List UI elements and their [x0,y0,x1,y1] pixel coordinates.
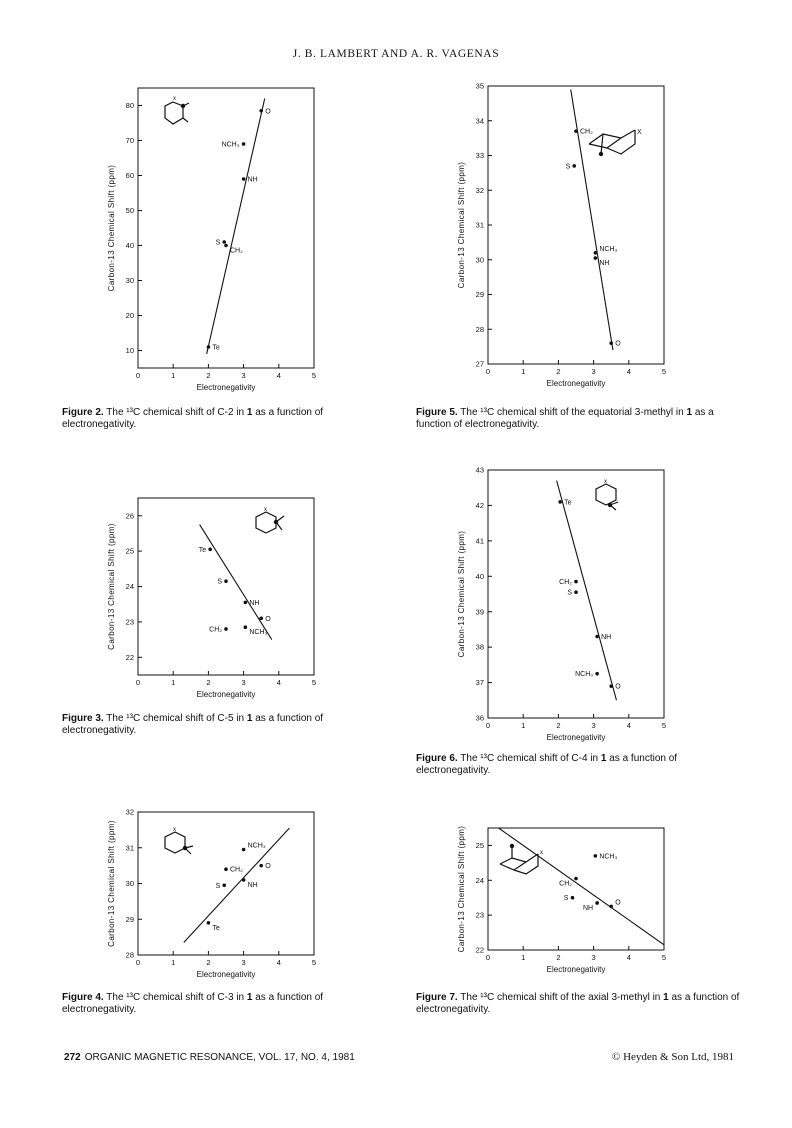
x-tick-label: 5 [661,721,667,730]
data-point [574,129,578,133]
point-label: NCH₃ [599,853,618,861]
point-label: CH₂ [209,626,222,634]
data-point [572,164,576,168]
figure-4-chart [105,804,335,984]
svg-text:x: x [604,479,607,485]
data-point [574,877,578,881]
point-label: O [615,899,621,907]
data-point [571,896,575,900]
data-point [259,617,263,621]
data-point [558,500,562,504]
x-tick-label: 4 [626,721,631,730]
figure-7-caption: Figure 7. The ¹³C chemical shift of the axial 3-methyl in 1 as a function of electronegativity. [416,992,740,1015]
structure-diagram [256,507,284,533]
x-axis-label: Electronegativity [196,383,256,392]
figure-2-chart [105,80,335,400]
journal-citation: ORGANIC MAGNETIC RESONANCE, VOL. 17, NO. 4, 1981 [84,1052,355,1063]
y-tick-label: 27 [475,359,484,369]
y-axis-label: Carbon-13 Chemical Shift (ppm) [457,825,466,953]
point-label: O [265,615,271,623]
x-tick-label: 5 [311,958,317,967]
y-tick-label: 10 [125,346,134,356]
x-axis-label: Electronegativity [546,965,606,974]
y-axis-label: Carbon-13 Chemical Shift (ppm) [457,161,466,289]
point-label: O [615,683,621,691]
y-axis-label: Carbon-13 Chemical Shift (ppm) [107,820,116,947]
data-point [594,854,598,858]
y-tick-label: 70 [125,136,134,146]
plot-frame [488,86,664,364]
x-axis-label: Electronegativity [546,733,606,742]
data-point [259,109,263,113]
data-point [222,883,226,887]
structure-diagram [165,827,193,854]
x-tick-label: 1 [521,367,526,376]
y-axis-label: Carbon-13 Chemical Shift (ppm) [107,164,116,292]
plot-frame [488,828,664,950]
data-point [574,580,578,584]
figure-6-chart [455,462,685,747]
point-label: CH₂ [230,866,243,874]
data-point [242,177,246,181]
figure-5-caption: Figure 5. The ¹³C chemical shift of the equatorial 3-methyl in 1 as a function of electronegativity. [416,407,714,430]
x-tick-label: 0 [485,721,491,730]
x-tick-label: 3 [591,721,596,730]
data-point [609,341,613,345]
x-tick-label: 2 [556,367,561,376]
fit-line [200,525,272,640]
data-point [224,579,228,583]
point-label: CH₂ [230,247,243,255]
figure-3-chart [105,490,335,705]
x-tick-label: 1 [171,678,176,687]
point-label: S [217,578,222,586]
x-tick-label: 2 [556,953,561,962]
y-tick-label: 39 [475,607,484,617]
y-tick-label: 40 [125,241,134,251]
structure-diagram [589,129,642,156]
y-tick-label: 60 [125,171,134,181]
y-tick-label: 36 [475,713,484,723]
figure-7-chart [455,820,685,985]
y-tick-label: 20 [125,311,134,321]
y-tick-label: 25 [475,841,484,851]
structure-diagram [500,844,543,874]
x-tick-label: 0 [485,953,491,962]
point-label: S [215,882,221,890]
x-tick-label: 0 [135,371,141,380]
point-label: CH₂ [559,579,572,587]
y-tick-label: 25 [125,546,134,556]
point-label: S [567,589,572,597]
y-tick-label: 28 [125,950,134,960]
data-point [609,905,613,909]
structure-diagram [165,96,189,124]
point-label: O [265,863,271,871]
x-tick-label: 0 [135,958,141,967]
data-point [609,684,613,688]
page-number: 272 [64,1052,81,1063]
svg-text:X: X [637,129,642,136]
data-point [594,256,598,260]
data-point [595,901,599,905]
y-tick-label: 23 [475,910,484,920]
x-tick-label: 4 [276,958,281,967]
y-tick-label: 37 [475,678,484,688]
x-tick-label: 5 [661,953,667,962]
data-point [222,240,226,244]
fit-line [184,828,290,942]
point-label: CH₂ [559,880,572,888]
point-label: NCH₃ [247,842,266,850]
point-label: S [215,239,221,247]
structure-diagram [596,479,618,510]
y-tick-label: 42 [475,501,484,511]
x-tick-label: 0 [135,678,141,687]
figure-6-caption: Figure 6. The ¹³C chemical shift of C-4 in 1 as a function of electronegativity. [416,753,678,776]
x-tick-label: 5 [311,371,317,380]
footer-copyright: © Heyden & Son Ltd, 1981 [611,1051,734,1063]
x-tick-label: 3 [591,367,596,376]
y-tick-label: 31 [125,843,134,853]
x-tick-label: 2 [206,371,211,380]
y-tick-label: 23 [125,617,134,627]
point-label: Te [212,344,220,352]
point-label: NH [247,176,258,184]
x-tick-label: 0 [485,367,491,376]
figure-2-caption: Figure 2. The ¹³C chemical shift of C-2 in 1 as a function of electronegativity. [62,407,324,430]
data-point [224,867,228,871]
point-label: NCH₃ [249,629,268,637]
svg-text:x: x [173,96,176,102]
figure-4-caption: Figure 4. The ¹³C chemical shift of C-3 in 1 as a function of electronegativity. [62,992,324,1015]
plot-frame [138,88,314,368]
point-label: NCH₃ [221,141,240,149]
data-point [242,142,246,146]
y-tick-label: 22 [475,945,484,955]
x-axis-label: Electronegativity [196,690,256,699]
x-tick-label: 4 [276,678,281,687]
point-label: NH [249,599,260,607]
data-point [244,625,248,629]
y-tick-label: 35 [475,81,484,91]
x-tick-label: 3 [591,953,596,962]
x-tick-label: 1 [521,721,526,730]
point-label: CH₂ [580,128,593,136]
running-head: J. B. LAMBERT AND A. R. VAGENAS [292,48,500,60]
x-tick-label: 4 [626,367,631,376]
x-axis-label: Electronegativity [546,379,606,388]
data-point [207,345,211,349]
x-tick-label: 2 [206,678,211,687]
data-point [259,864,263,868]
x-tick-label: 3 [241,371,246,380]
y-tick-label: 26 [125,511,134,521]
y-tick-label: 38 [475,642,484,652]
x-tick-label: 2 [206,958,211,967]
data-point [594,251,598,255]
point-label: NH [582,904,594,912]
point-label: S [565,163,571,171]
x-tick-label: 2 [556,721,561,730]
y-tick-label: 24 [475,875,484,885]
y-tick-label: 40 [475,571,484,581]
x-tick-label: 3 [241,958,246,967]
x-tick-label: 1 [171,371,176,380]
y-tick-label: 28 [475,324,484,334]
svg-text:x: x [540,850,543,856]
y-tick-label: 30 [475,255,484,265]
y-tick-label: 33 [475,151,484,161]
fit-line [557,481,617,701]
x-tick-label: 1 [521,953,526,962]
y-tick-label: 31 [475,220,484,230]
x-tick-label: 4 [276,371,281,380]
y-axis-label: Carbon-13 Chemical Shift (ppm) [107,523,116,650]
point-label: NCH₃ [599,245,618,253]
y-tick-label: 30 [125,879,134,889]
footer-journal [64,1052,355,1063]
point-label: Te [212,924,220,932]
point-label: O [265,108,271,116]
y-tick-label: 50 [125,206,134,216]
point-label: NCH₃ [575,671,594,679]
y-tick-label: 43 [475,465,484,475]
data-point [208,548,212,552]
svg-text:x: x [264,507,267,513]
data-point [242,848,246,852]
x-tick-label: 3 [241,678,246,687]
fit-line [207,99,265,355]
point-label: NH [247,881,258,889]
y-tick-label: 32 [475,185,484,195]
data-point [595,672,599,676]
point-label: NH [601,634,612,642]
x-tick-label: 5 [311,678,317,687]
data-point [242,878,246,882]
y-tick-label: 29 [125,914,134,924]
figure-3-caption: Figure 3. The ¹³C chemical shift of C-5 in 1 as a function of electronegativity. [62,713,324,736]
data-point [574,590,578,594]
data-point [207,921,211,925]
data-point [224,244,228,248]
data-point [224,627,228,631]
data-point [244,601,248,605]
x-tick-label: 4 [626,953,631,962]
point-label: O [615,340,621,348]
data-point [595,635,599,639]
y-tick-label: 80 [125,101,134,111]
plot-frame [138,498,314,675]
y-tick-label: 24 [125,582,134,592]
y-tick-label: 22 [125,652,134,662]
point-label: NH [599,260,610,268]
y-tick-label: 34 [475,116,484,126]
y-tick-label: 32 [125,807,134,817]
x-axis-label: Electronegativity [196,970,256,979]
point-label: S [563,895,569,903]
plot-frame [138,812,314,955]
figure-5-chart [455,78,685,398]
point-label: Te [198,546,207,554]
y-tick-label: 41 [475,536,484,546]
y-axis-label: Carbon-13 Chemical Shift (ppm) [457,530,466,658]
x-tick-label: 5 [661,367,667,376]
y-tick-label: 30 [125,276,134,286]
svg-text:x: x [173,827,176,833]
fit-line [499,828,664,945]
y-tick-label: 29 [475,290,484,300]
point-label: Te [564,499,572,507]
x-tick-label: 1 [171,958,176,967]
